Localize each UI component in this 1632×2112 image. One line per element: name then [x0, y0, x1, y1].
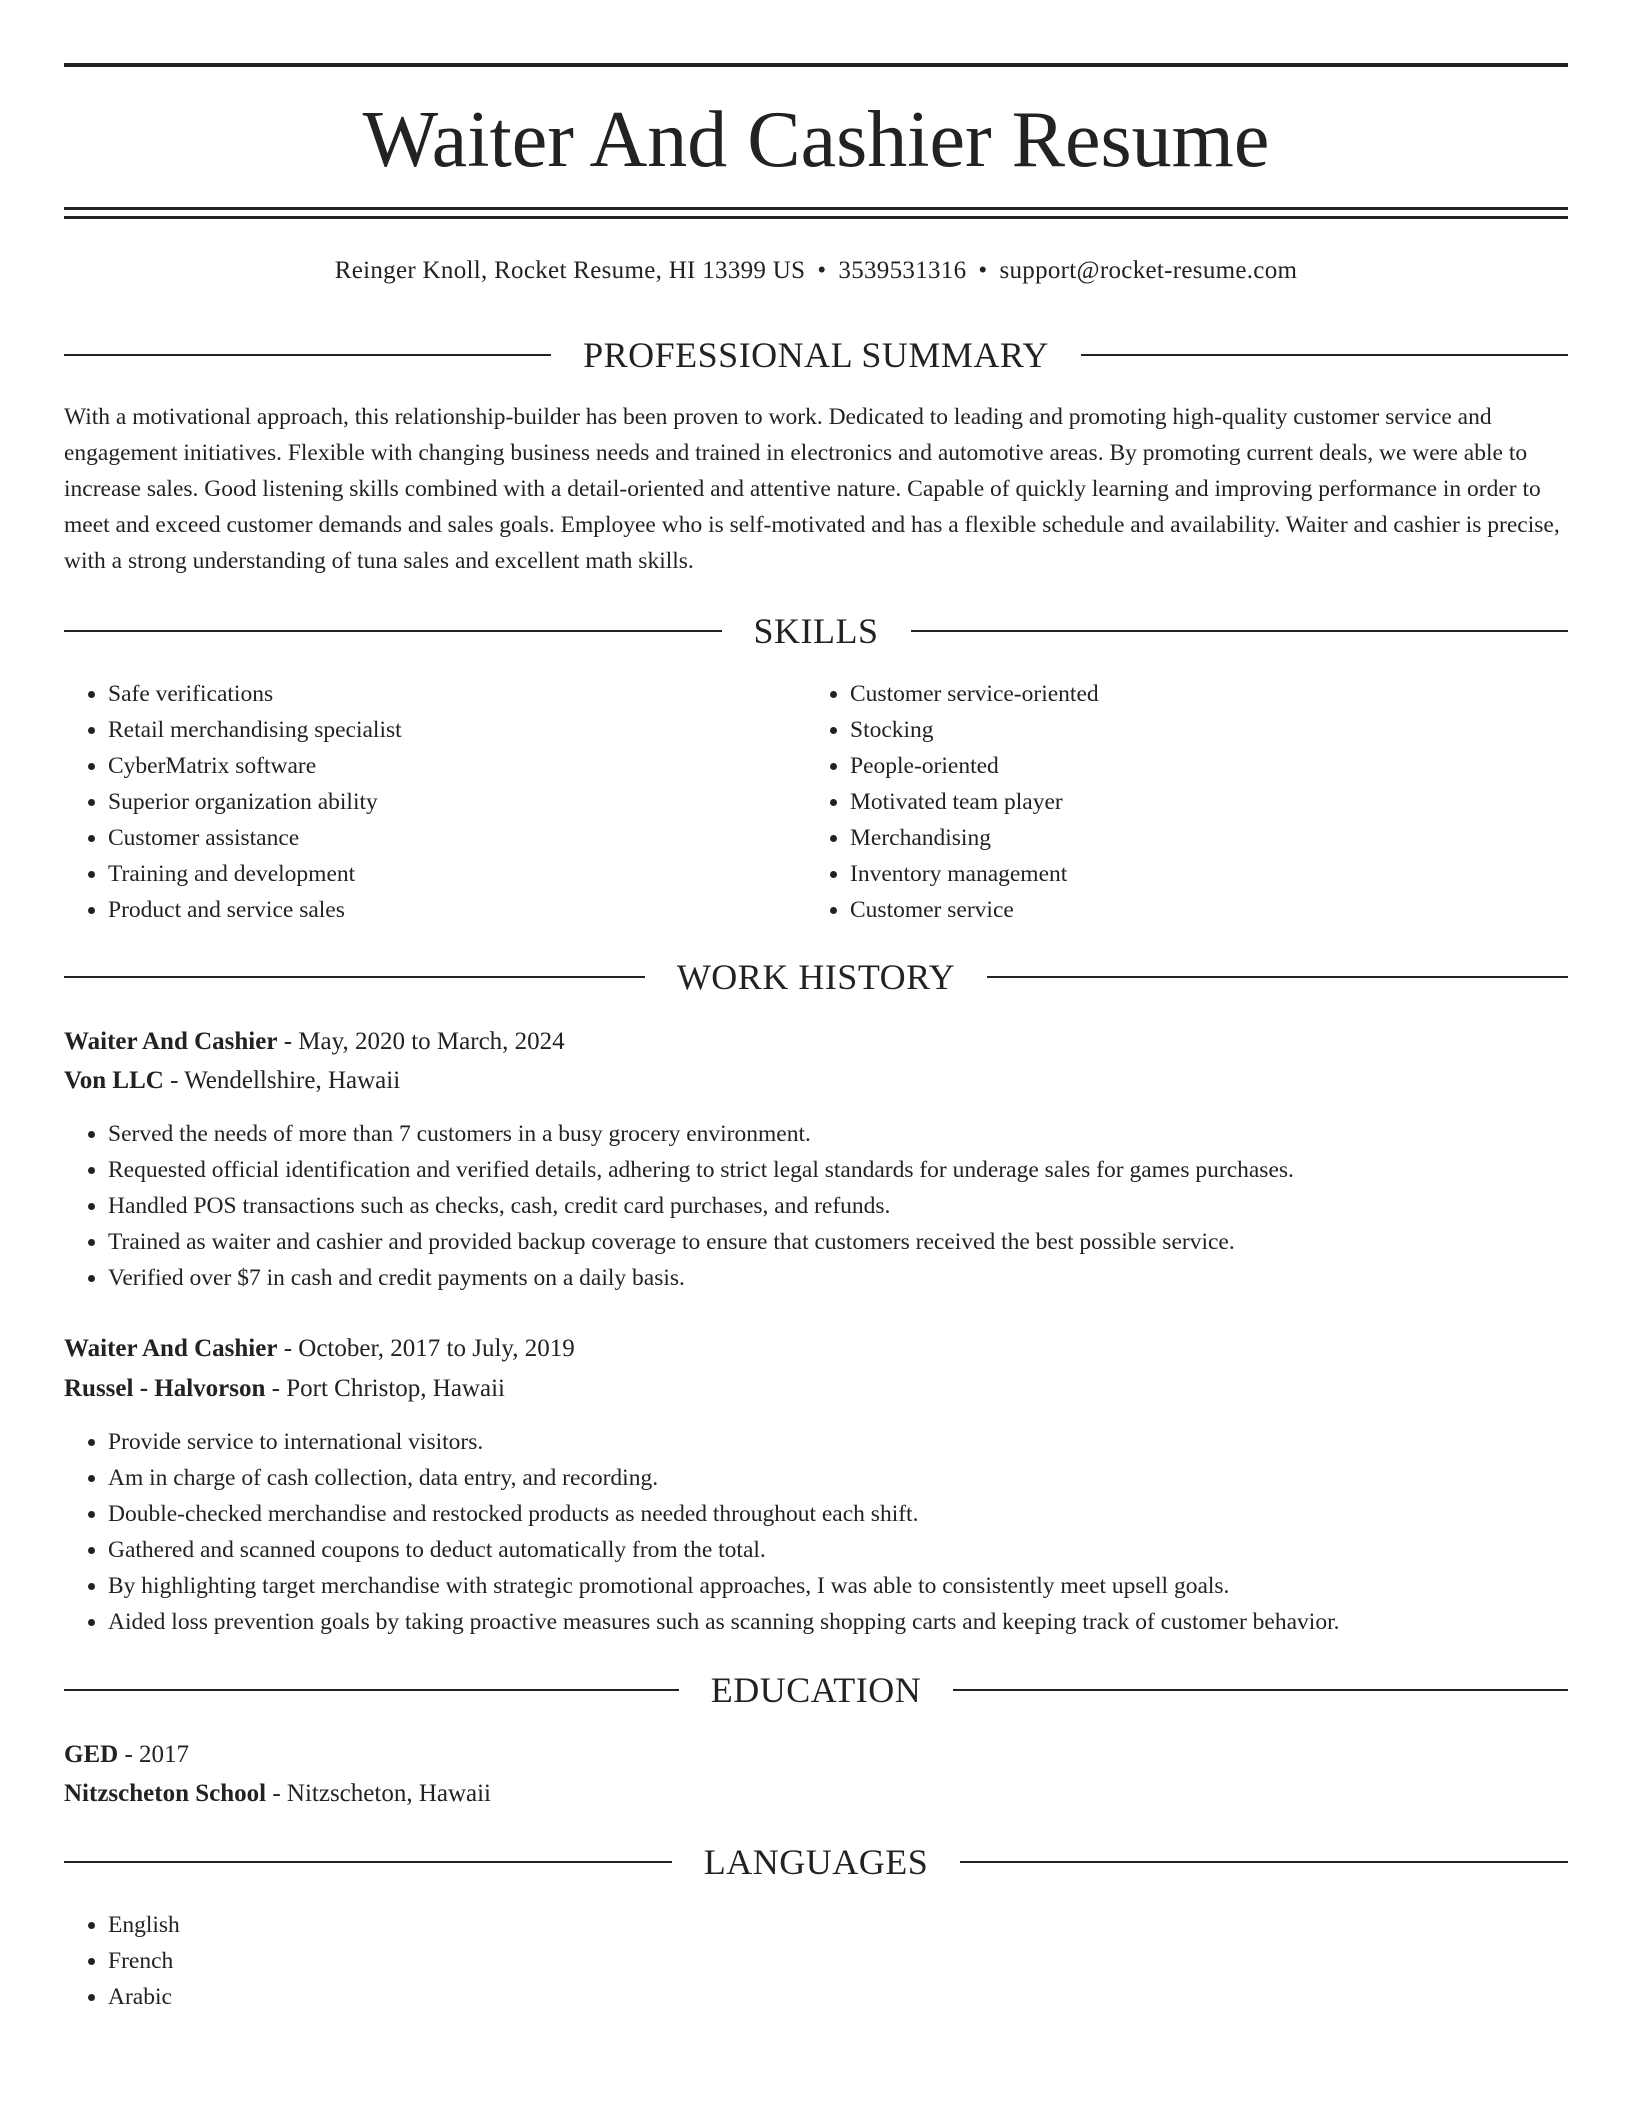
skill-item: • Product and service sales — [108, 892, 788, 928]
heading-rule — [64, 1861, 672, 1863]
job-location: - Wendellshire, Hawaii — [163, 1067, 401, 1094]
job-title: Waiter And Cashier — [64, 1028, 278, 1055]
heading-rule — [64, 354, 551, 356]
skill-item: • Inventory management — [850, 856, 1550, 892]
education-year: - 2017 — [118, 1741, 190, 1768]
contact-phone: 3539531316 — [838, 257, 967, 284]
job-bullet: • Served the needs of more than 7 customers in a busy grocery environment. — [108, 1116, 1548, 1152]
languages-heading — [64, 1840, 1568, 1884]
education-school: Nitzscheton School — [64, 1780, 267, 1807]
title-double-rule — [64, 207, 1568, 219]
heading-rule — [64, 976, 645, 978]
job-location: - Port Christop, Hawaii — [265, 1375, 505, 1402]
job-title-line — [64, 1022, 1568, 1062]
skill-item: • Training and development — [108, 856, 788, 892]
job-bullet: • Double-checked merchandise and restocked products as needed throughout each shift. — [108, 1496, 1548, 1532]
heading-rule — [911, 630, 1569, 632]
job-bullet: • Handled POS transactions such as checks, cash, credit card purchases, and refunds. — [108, 1188, 1548, 1224]
skill-item: • Customer service — [850, 892, 1550, 928]
skill-item: • Merchandising — [850, 820, 1550, 856]
heading-rule — [1081, 354, 1568, 356]
contact-separator: • — [978, 257, 988, 284]
job-bullet: • Verified over $7 in cash and credit payments on a daily basis. — [108, 1260, 1548, 1296]
skill-item: • Superior organization ability — [108, 784, 788, 820]
skills-list-right — [806, 676, 1550, 928]
job-bullets — [64, 1116, 1548, 1296]
education-school-line — [64, 1774, 1568, 1814]
job-title-line — [64, 1329, 1568, 1369]
job-company-line — [64, 1061, 1568, 1101]
skill-item: • Retail merchandising specialist — [108, 712, 788, 748]
skill-item: • Customer assistance — [108, 820, 788, 856]
job-dates: - October, 2017 to July, 2019 — [277, 1335, 575, 1362]
job-bullets — [64, 1424, 1548, 1640]
skill-item: • Stocking — [850, 712, 1550, 748]
heading-rule — [64, 1689, 679, 1691]
job-bullet: • Provide service to international visitors. — [108, 1424, 1548, 1460]
education-degree-line — [64, 1735, 1568, 1775]
job-dates: - May, 2020 to March, 2024 — [277, 1028, 565, 1055]
languages-list — [64, 1907, 708, 2015]
contact-line — [64, 254, 1568, 288]
top-rule — [64, 63, 1568, 67]
skill-item: • Motivated team player — [850, 784, 1550, 820]
job-bullet: • Am in charge of cash collection, data entry, and recording. — [108, 1460, 1548, 1496]
heading-rule — [987, 976, 1568, 978]
heading-rule — [953, 1689, 1568, 1691]
education-location: - Nitzscheton, Hawaii — [266, 1780, 492, 1807]
job-company: Russel - Halvorson — [64, 1375, 266, 1402]
job-company-line — [64, 1369, 1568, 1409]
skill-item: • Customer service-oriented — [850, 676, 1550, 712]
summary-text: With a motivational approach, this relationship-builder has been proven to work. Dedicated to leading and promoting high-quality customer service and engagement initiatives. Flexible with changing business needs and trained in electronics and automotive areas. By promoting current deals, we were able to increase sales. Good listening skills combined with a detail-oriented and attentive nature. Capable of quickly learning and improving performance in order to meet and exceed customer demands and sales goals. Employee who is self-motivated and has a flexible schedule and availability. Waiter and cashier is precise, with a strong understanding of tuna sales and excellent math skills. — [64, 404, 1560, 574]
job-title: Waiter And Cashier — [64, 1335, 278, 1362]
job-bullet: • Gathered and scanned coupons to deduct automatically from the total. — [108, 1532, 1548, 1568]
languages-heading-label: LANGUAGES — [703, 1842, 929, 1882]
education-heading-label: EDUCATION — [710, 1670, 922, 1710]
job-bullet: • Requested official identification and verified details, adhering to strict legal standards for underage sales for games purchases. — [108, 1152, 1548, 1188]
skills-list-left — [64, 676, 788, 928]
skills-heading — [64, 609, 1568, 653]
heading-rule — [64, 630, 722, 632]
work-heading-label: WORK HISTORY — [676, 957, 956, 997]
job-bullet: • Trained as waiter and cashier and provided backup coverage to ensure that customers received the best possible service. — [108, 1224, 1548, 1260]
summary-heading — [64, 333, 1568, 377]
education-heading — [64, 1668, 1568, 1712]
resume-title: Waiter And Cashier Resume — [362, 96, 1270, 184]
job-bullet: • Aided loss prevention goals by taking proactive measures such as scanning shopping carts and keeping track of customer behavior. — [108, 1604, 1548, 1640]
summary-heading-label: PROFESSIONAL SUMMARY — [583, 335, 1049, 375]
language-item: • English — [108, 1907, 708, 1943]
job-bullet: • By highlighting target merchandise with strategic promotional approaches, I was able to consistently meet upsell goals. — [108, 1568, 1548, 1604]
contact-separator: • — [817, 257, 827, 284]
heading-rule — [960, 1861, 1568, 1863]
contact-email: support@rocket-resume.com — [999, 257, 1298, 284]
skills-heading-label: SKILLS — [753, 611, 879, 651]
language-item: • French — [108, 1943, 708, 1979]
skill-item: • People-oriented — [850, 748, 1550, 784]
job-company: Von LLC — [64, 1067, 164, 1094]
language-item: • Arabic — [108, 1979, 708, 2015]
skill-item: • CyberMatrix software — [108, 748, 788, 784]
education-degree: GED — [64, 1741, 119, 1768]
work-heading — [64, 955, 1568, 999]
skill-item: • Safe verifications — [108, 676, 788, 712]
contact-address: Reinger Knoll, Rocket Resume, HI 13399 US — [334, 257, 806, 284]
